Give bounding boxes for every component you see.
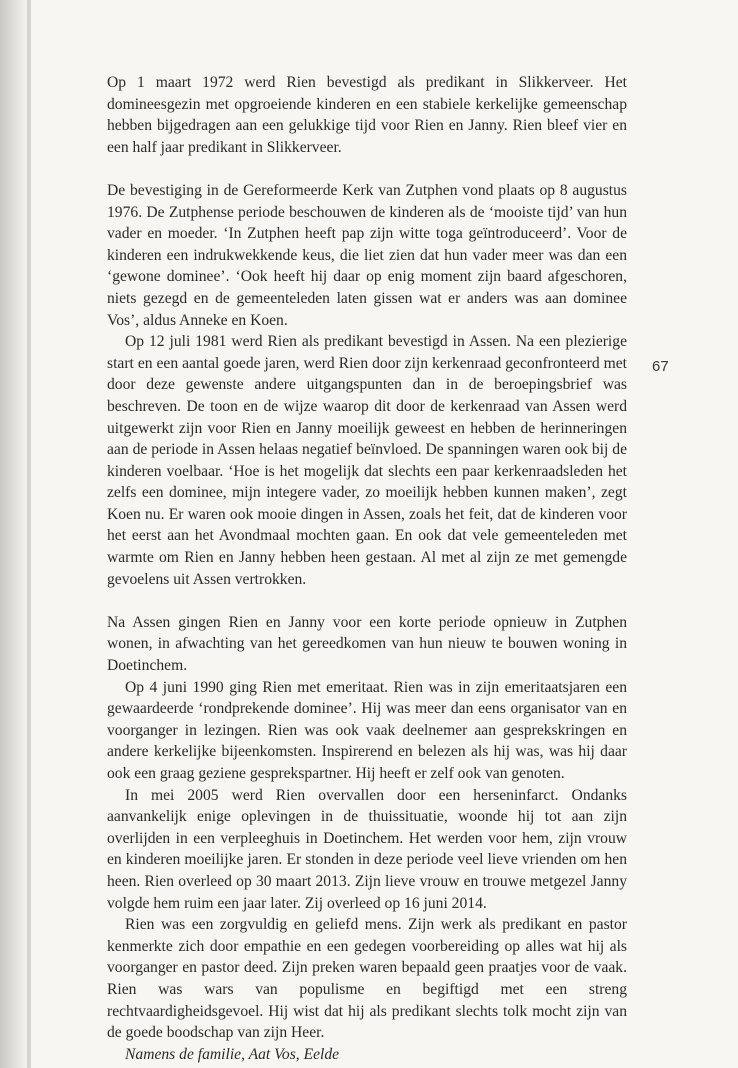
paragraph-emeritaat: Op 4 juni 1990 ging Rien met emeritaat. Rien was in zijn emeritaatsjaren een gewaardeerde ‘rondprekende dominee’. Hij was meer dan eens organisator van en voorganger in lezingen. Rien was ook vaak deelnemer aan gesprekskringen en andere kerkelijke bijeenkomsten. Inspirerend en belezen als hij was, was hij daar ook een graag geziene gesprekspartner. Hij heeft er zelf ook van genoten. <box>107 678 627 782</box>
paragraph-doetinchem: Na Assen gingen Rien en Janny voor een korte periode opnieuw in Zutphen wonen, in afwachting van het gereedkomen van hun nieuw te bouwen woning in Doetinchem. <box>107 613 627 675</box>
signature: Namens de familie, Aat Vos, Eelde <box>125 1045 340 1063</box>
paragraph-herseninfarct: In mei 2005 werd Rien overvallen door een herseninfarct. Ondanks aanvankelijk enige oplevingen in de thuissituatie, woonde hij tot aan zijn overlijden in een verpleeghuis in Doetinchem. Het werden voor hem, zijn vrouw en kinderen moeilijke jaren. Er stonden in deze periode veel lieve vrienden om hen heen. Rien overleed op 30 maart 2013. Zijn lieve vrouw en trouwe metgezel Janny volgde hem ruim een jaar later. Zij overleed op 16 juni 2014. <box>107 786 627 912</box>
paragraph-assen: Op 12 juli 1981 werd Rien als predikant bevestigd in Assen. Na een plezierige start en een aantal goede jaren, werd Rien door zijn kerkenraad geconfronteerd met door deze gewenste andere uitgangspunten dan in de beroepingsbrief was beschreven. De toon en de wijze waarop dit door de kerkenraad van Assen werd uitgewerkt zijn voor Rien en Janny moeilijk geweest en hebben de herinneringen aan de periode in Assen helaas negatief beïnvloed. De spanningen waren ook bij de kinderen voelbaar. ‘Hoe is het mogelijk dat slechts een paar kerkenraadsleden het zelfs een dominee, mijn integere vader, zo moeilijk hebben kunnen maken’, zegt Koen nu. Er waren ook mooie dingen in Assen, zoals het feit, dat de kinderen voor het eerst aan het Avondmaal mochten gaan. En ook dat vele gemeenteleden met warmte om Rien en Janny hebben heen gestaan. Al met al zijn ze met gemengde gevoelens uit Assen vertrokken. <box>107 333 627 588</box>
paragraph-slikkerveer: Op 1 maart 1972 werd Rien bevestigd als predikant in Slikkerveer. Het domineesgezin met opgroeiende kinderen en een stabiele kerkelijke gemeenschap hebben bijgedragen aan een gelukkige tijd voor Rien en Janny. Rien bleef vier en een half jaar predikant in Slikkerveer. <box>107 74 627 156</box>
paragraph-zutphen: De bevestiging in de Gereformeerde Kerk van Zutphen vond plaats op 8 augustus 1976. De Zutphense periode beschouwen de kinderen als de ‘mooiste tijd’ van hun vader en moeder. ‘In Zutphen heeft pap zijn witte toga geïntroduceerd’. Voor de kinderen een indrukwekkende keus, die liet zien dat hun vader meer was dan een ‘gewone dominee’. ‘Ook heeft hij daar op enig moment zijn baard afgeschoren, niets gezegd en de gemeenteleden laten gissen wat er anders was aan dominee Vos’, aldus Anneke en Koen. <box>107 181 627 329</box>
paragraph-character: Rien was een zorgvuldig en geliefd mens. Zijn werk als predikant en pastor kenmerkte zich door empathie en een gedegen voorbereiding op alles wat hij als voorganger en pastor deed. Zijn preken waren bepaald geen praatjes voor de vaak. Rien was wars van populisme en begiftigd met een streng rechtvaardigheidsgevoel. Hij wist dat hij als predikant slechts tolk mocht zijn van de goede boodschap van zijn Heer. <box>107 916 627 1042</box>
page-number: 67 <box>652 358 669 375</box>
book-spine-line <box>27 0 31 1068</box>
body-text <box>107 72 627 1065</box>
